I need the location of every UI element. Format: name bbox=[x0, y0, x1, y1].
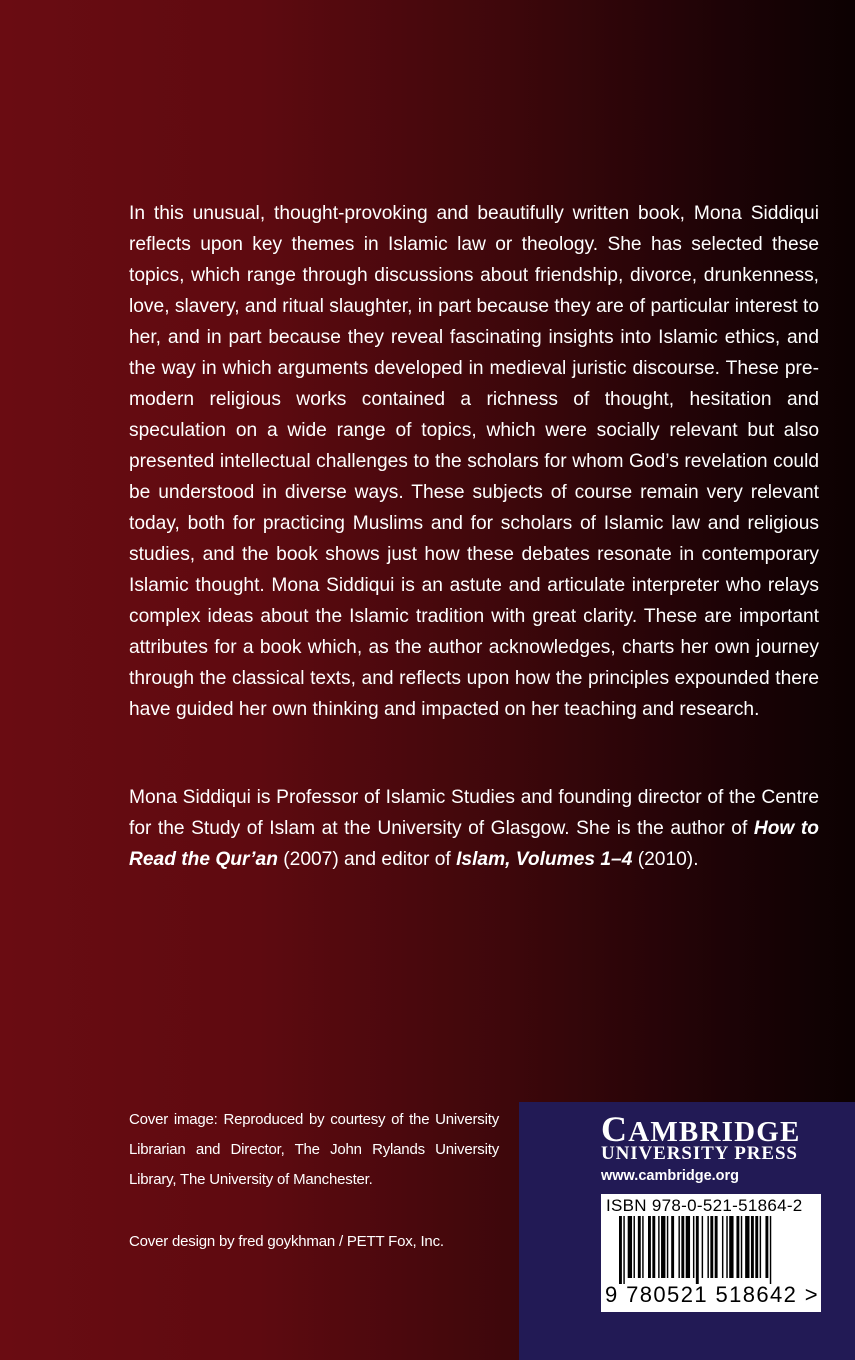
back-cover-blurb: In this unusual, thought-provoking and beautifully written book, Mona Siddiqui reflects upon key themes in Islamic law or theology. She has selected these topics, which range through discussions about friendship, divorce, drunkenness, love, slavery, and ritual slaughter, in part because they are of particular interest to her, and in part because they reveal fascinating insights into Islamic ethics, and the way in which arguments developed in medieval juristic discourse. These pre-modern religious works contained a richness of thought, hesitation and speculation on a wide range of topics, which were socially relevant but also presented intellectual challenges to the scholars for whom God’s revelation could be understood in diverse ways. These subjects of course remain very relevant today, both for practicing Muslims and for scholars of Islamic law and religious studies, and the book shows just how these debates resonate in contemporary Islamic thought. Mona Siddiqui is an astute and articulate interpreter who relays complex ideas about the Islamic tradition with great clarity. These are important attributes for a book which, as the author acknowledges, charts her own journey through the classical texts, and reflects upon how the principles expounded there have guided her own thinking and impacted on her teaching and research. bbox=[129, 203, 819, 720]
author-bio bbox=[129, 782, 819, 875]
book-title-how-to-read: How to Read the Qur’an bbox=[129, 818, 820, 870]
publisher-press: UNIVERSITY PRESS bbox=[601, 1143, 798, 1164]
author-bio-text: (2007) and editor of bbox=[277, 849, 457, 870]
barcode-digits: 9 780521 518642 > bbox=[605, 1282, 820, 1307]
isbn-label: ISBN 978-0-521-51864-2 bbox=[606, 1196, 803, 1215]
barcode-box bbox=[601, 1194, 821, 1312]
author-bio-text: Mona Siddiqui is Professor of Islamic Studies and founding director of the Centre for the Study of Islam at the University of Glasgow. She is the author of bbox=[129, 787, 819, 839]
book-title-islam-volumes: Islam, Volumes 1–4 bbox=[456, 849, 633, 870]
author-bio-text: (2010). bbox=[632, 849, 699, 870]
cover-design-credit: Cover design by fred goykhman / PETT Fox, Inc. bbox=[129, 1233, 444, 1250]
publisher-url: www.cambridge.org bbox=[601, 1168, 740, 1184]
publisher-panel bbox=[519, 1102, 855, 1360]
publisher-name-initial: C bbox=[601, 1109, 629, 1149]
cover-image-credit: Cover image: Reproduced by courtesy of the University Librarian and Director, The John Rylands University Library, The University of Manchester. bbox=[129, 1111, 499, 1188]
barcode-icon bbox=[601, 1216, 821, 1284]
publisher-name-rest: AMBRIDGE bbox=[628, 1116, 801, 1148]
